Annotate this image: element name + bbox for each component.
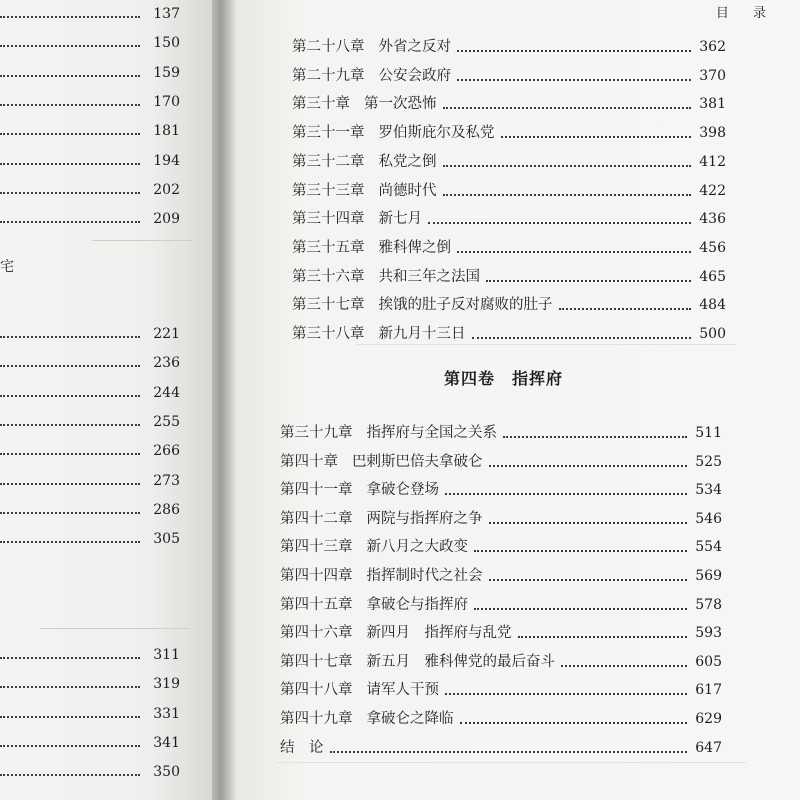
dot-leader bbox=[445, 493, 687, 495]
left-toc-row bbox=[0, 408, 180, 432]
page-number: 398 bbox=[699, 125, 726, 142]
show-through-line bbox=[40, 628, 190, 629]
left-toc-row bbox=[0, 700, 180, 724]
chapter-title: 挨饿的肚子反对腐败的肚子 bbox=[378, 297, 553, 314]
left-toc-row bbox=[0, 641, 180, 665]
page-number: 181 bbox=[153, 123, 180, 140]
page-number: 370 bbox=[699, 67, 726, 84]
dot-leader bbox=[0, 365, 140, 367]
chapter-title: 请军人干预 bbox=[366, 682, 439, 699]
chapter-number: 第四十五章 bbox=[280, 596, 353, 613]
page-number: 194 bbox=[153, 152, 180, 169]
left-toc-row bbox=[0, 758, 180, 782]
chapter-title: 拿破仑之降临 bbox=[366, 711, 454, 727]
page-number: 534 bbox=[695, 482, 722, 499]
dot-leader bbox=[472, 337, 692, 339]
dot-leader bbox=[457, 251, 691, 253]
page-number: 629 bbox=[695, 711, 722, 727]
chapter-number: 第三十八章 bbox=[292, 326, 365, 342]
chapter-title: 新五月 雅科俾党的最后奋斗 bbox=[366, 653, 555, 670]
chapter-title: 新七月 bbox=[378, 211, 422, 228]
left-toc-row bbox=[0, 349, 180, 373]
left-toc-row bbox=[0, 729, 180, 753]
dot-leader bbox=[445, 693, 687, 695]
chapter-number: 第四十二章 bbox=[280, 510, 353, 527]
dot-leader bbox=[486, 280, 691, 282]
toc-entry bbox=[280, 649, 722, 673]
dot-leader bbox=[443, 194, 692, 196]
book-gutter bbox=[212, 0, 236, 800]
chapter-title: 公安会政府 bbox=[378, 67, 451, 84]
toc-entry bbox=[292, 91, 726, 115]
chapter-number: 第二十八章 bbox=[292, 39, 365, 55]
show-through-line bbox=[92, 240, 192, 241]
page-number: 422 bbox=[699, 182, 726, 199]
chapter-number: 第三十章 bbox=[292, 96, 350, 113]
page-number: 150 bbox=[153, 35, 180, 52]
page-number: 137 bbox=[153, 6, 180, 22]
left-toc-row bbox=[0, 29, 180, 53]
page-number: 511 bbox=[695, 425, 722, 441]
toc-entry bbox=[292, 34, 726, 58]
left-page bbox=[0, 0, 212, 800]
page-number: 647 bbox=[695, 739, 722, 756]
page-number: 456 bbox=[699, 239, 726, 256]
page-number: 159 bbox=[153, 64, 180, 81]
dot-leader bbox=[489, 579, 688, 581]
dot-leader bbox=[0, 745, 140, 747]
left-toc-row bbox=[0, 437, 180, 461]
page-number: 311 bbox=[153, 647, 180, 663]
chapter-title: 拿破仑与指挥府 bbox=[366, 596, 468, 613]
dot-leader bbox=[501, 136, 692, 138]
dot-leader bbox=[518, 636, 688, 638]
dot-leader bbox=[474, 550, 687, 552]
chapter-title: 共和三年之法国 bbox=[378, 268, 480, 285]
left-toc-row bbox=[0, 670, 180, 694]
chapter-number: 第四十九章 bbox=[280, 711, 353, 727]
chapter-number: 第四十四章 bbox=[280, 568, 353, 584]
left-stray-character: 宅 bbox=[0, 259, 14, 275]
page-number: 605 bbox=[695, 653, 722, 670]
chapter-number: 第二十九章 bbox=[292, 67, 365, 84]
toc-entry bbox=[280, 449, 722, 473]
page-number: 617 bbox=[695, 682, 722, 699]
chapter-title: 私党之倒 bbox=[378, 153, 437, 170]
chapter-title: 第一次恐怖 bbox=[364, 96, 437, 113]
page-number: 350 bbox=[153, 764, 180, 781]
dot-leader bbox=[0, 657, 140, 659]
chapter-number: 第三十四章 bbox=[292, 211, 365, 228]
chapter-title: 新四月 指挥府与乱党 bbox=[366, 625, 512, 642]
toc-entry bbox=[280, 563, 722, 587]
page-number: 546 bbox=[695, 510, 722, 527]
dot-leader bbox=[0, 512, 140, 514]
toc-entry bbox=[280, 735, 722, 759]
page-number: 209 bbox=[153, 211, 180, 228]
dot-leader bbox=[443, 165, 692, 167]
chapter-number: 第四十章 bbox=[280, 453, 338, 470]
toc-entry bbox=[280, 592, 722, 616]
chapter-title: 外省之反对 bbox=[378, 39, 451, 55]
dot-leader bbox=[457, 50, 691, 52]
page-number: 170 bbox=[153, 93, 180, 110]
chapter-number: 第四十三章 bbox=[280, 539, 353, 556]
chapter-number: 第四十七章 bbox=[280, 653, 353, 670]
chapter-number: 第三十一章 bbox=[292, 125, 365, 142]
chapter-title: 雅科俾之倒 bbox=[378, 239, 451, 256]
page-number: 484 bbox=[699, 297, 726, 314]
page-number: 381 bbox=[699, 96, 726, 113]
page-number: 578 bbox=[695, 596, 722, 613]
page-number: 362 bbox=[699, 39, 726, 55]
page-number: 286 bbox=[153, 501, 180, 518]
dot-leader bbox=[0, 133, 140, 135]
chapter-number: 第三十九章 bbox=[280, 425, 353, 441]
chapter-title: 指挥制时代之社会 bbox=[366, 568, 483, 584]
dot-leader bbox=[0, 453, 140, 455]
dot-leader bbox=[489, 465, 688, 467]
page-number: 305 bbox=[153, 531, 180, 548]
toc-entry bbox=[292, 120, 726, 144]
page-number: 221 bbox=[153, 326, 180, 342]
toc-entry bbox=[292, 264, 726, 288]
left-toc-row bbox=[0, 379, 180, 403]
chapter-number: 第四十八章 bbox=[280, 682, 353, 699]
dot-leader bbox=[330, 751, 688, 753]
chapter-number: 结 论 bbox=[280, 739, 324, 756]
left-toc-row bbox=[0, 496, 180, 520]
toc-entry bbox=[280, 477, 722, 501]
dot-leader bbox=[0, 45, 140, 47]
dot-leader bbox=[0, 104, 140, 106]
left-toc-row bbox=[0, 59, 180, 83]
toc-entry bbox=[280, 506, 722, 530]
page-number: 500 bbox=[699, 326, 726, 342]
dot-leader bbox=[489, 522, 688, 524]
dot-leader bbox=[460, 722, 688, 724]
chapter-number: 第三十三章 bbox=[292, 182, 365, 199]
dot-leader bbox=[0, 336, 140, 338]
page-number: 273 bbox=[153, 472, 180, 489]
page-number: 202 bbox=[153, 181, 180, 198]
dot-leader bbox=[0, 75, 140, 77]
left-toc-row bbox=[0, 205, 180, 229]
chapter-title: 巴剌斯巴倍夫拿破仑 bbox=[352, 453, 483, 470]
toc-entry bbox=[280, 534, 722, 558]
toc-entry bbox=[280, 620, 722, 644]
page-number: 341 bbox=[153, 734, 180, 751]
toc-entry bbox=[292, 235, 726, 259]
chapter-number: 第三十七章 bbox=[292, 297, 365, 314]
toc-entry bbox=[292, 321, 726, 345]
left-toc-row bbox=[0, 176, 180, 200]
page-number: 569 bbox=[695, 568, 722, 584]
page-number: 319 bbox=[153, 676, 180, 693]
left-toc-row bbox=[0, 320, 180, 344]
chapter-number: 第三十五章 bbox=[292, 239, 365, 256]
chapter-number: 第三十六章 bbox=[292, 268, 365, 285]
chapter-number: 第四十一章 bbox=[280, 482, 353, 499]
dot-leader bbox=[0, 774, 140, 776]
chapter-number: 第四十六章 bbox=[280, 625, 353, 642]
left-toc-row bbox=[0, 88, 180, 112]
dot-leader bbox=[443, 107, 692, 109]
page-number: 244 bbox=[153, 384, 180, 401]
dot-leader bbox=[0, 221, 140, 223]
dot-leader bbox=[561, 665, 687, 667]
dot-leader bbox=[0, 483, 140, 485]
dot-leader bbox=[0, 541, 140, 543]
page-number: 266 bbox=[153, 443, 180, 460]
volume-heading: 第四卷 指挥府 bbox=[444, 369, 564, 388]
page-header: 目 录 bbox=[715, 6, 776, 21]
dot-leader bbox=[0, 424, 140, 426]
chapter-title: 新八月之大政变 bbox=[366, 539, 468, 556]
page-number: 412 bbox=[699, 153, 726, 170]
toc-entry bbox=[280, 706, 722, 730]
toc-entry bbox=[292, 206, 726, 230]
chapter-title: 尚德时代 bbox=[378, 182, 437, 199]
dot-leader bbox=[0, 163, 140, 165]
toc-entry bbox=[292, 178, 726, 202]
dot-leader bbox=[0, 686, 140, 688]
show-through-area bbox=[276, 762, 746, 793]
dot-leader bbox=[0, 16, 140, 18]
dot-leader bbox=[0, 192, 140, 194]
page-number: 331 bbox=[153, 705, 180, 722]
dot-leader bbox=[457, 79, 691, 81]
dot-leader bbox=[0, 716, 140, 718]
chapter-title: 新九月十三日 bbox=[378, 326, 466, 342]
toc-entry bbox=[280, 677, 722, 701]
left-toc-row bbox=[0, 117, 180, 141]
page-number: 255 bbox=[153, 413, 180, 430]
chapter-title: 两院与指挥府之争 bbox=[366, 510, 483, 527]
left-toc-row bbox=[0, 147, 180, 171]
page-number: 236 bbox=[153, 355, 180, 372]
dot-leader bbox=[428, 222, 691, 224]
page-number: 554 bbox=[695, 539, 722, 556]
left-toc-row bbox=[0, 467, 180, 491]
left-toc-row bbox=[0, 0, 180, 24]
toc-entry bbox=[292, 63, 726, 87]
chapter-title: 指挥府与全国之关系 bbox=[366, 425, 497, 441]
dot-leader bbox=[503, 436, 687, 438]
page-number: 593 bbox=[695, 625, 722, 642]
dot-leader bbox=[474, 608, 687, 610]
chapter-title: 罗伯斯庇尔及私党 bbox=[378, 125, 495, 142]
dot-leader bbox=[559, 308, 692, 310]
chapter-number: 第三十二章 bbox=[292, 153, 365, 170]
page-number: 436 bbox=[699, 211, 726, 228]
left-toc-row bbox=[0, 525, 180, 549]
toc-entry bbox=[292, 149, 726, 173]
page-number: 525 bbox=[695, 453, 722, 470]
page-number: 465 bbox=[699, 268, 726, 285]
toc-entry bbox=[280, 420, 722, 444]
toc-entry bbox=[292, 292, 726, 316]
chapter-title: 拿破仑登场 bbox=[366, 482, 439, 499]
dot-leader bbox=[0, 395, 140, 397]
